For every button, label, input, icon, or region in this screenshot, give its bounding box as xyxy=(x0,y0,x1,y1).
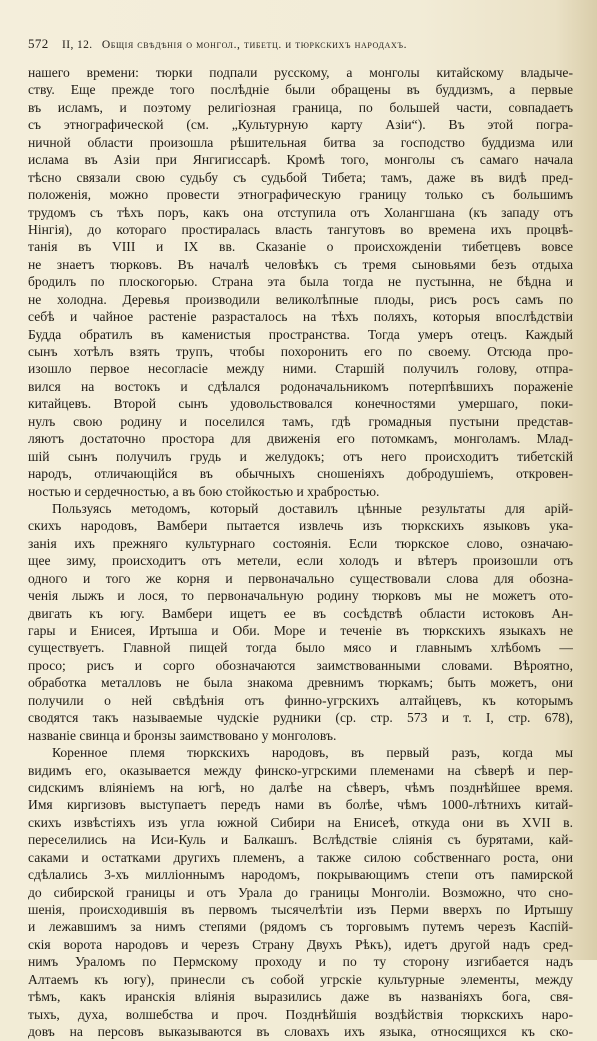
text-line: просо; рисъ и сорго обозначаются заимствованными словами. Вѣроятно, xyxy=(28,657,573,673)
text-line: скихъ народовъ, Вамбери пытается извлечь изъ тюркскихъ языковъ ука- xyxy=(28,518,573,534)
text-line: скія ворота народовъ и черезъ Страну Двухъ Рѣкъ), идетъ другой надъ сред- xyxy=(28,936,573,952)
text-line: тыхъ, духа, волшебства и проч. Позднѣйшія воздѣйствія тюркскихъ наро- xyxy=(28,1006,573,1022)
text-line: съ этнографической (см. „Культурную карту Азіи“). Въ этой погра- xyxy=(28,117,573,133)
text-line: шенія, происходившія въ первомъ тысячелѣтіи изъ Перми вверхъ по Иртышу xyxy=(28,902,573,917)
text-line: получили о ней свѣдѣнія отъ финно-угрскихъ алтайцевъ, къ которымъ xyxy=(28,692,573,708)
text-line: саками и остатками другихъ племенъ, а также силою собственнаго роста, они xyxy=(28,849,573,865)
text-line: вился на востокъ и сдѣлался родоначальникомъ потерпѣвшихъ пораженіе xyxy=(28,378,573,394)
text-line: ченія лыжъ и лося, то первоначальную родину тюрковъ мы не можетъ ото- xyxy=(28,588,573,604)
text-line: довъ на персовъ выказываются въ словахъ ихъ языка, относящихся къ ско- xyxy=(28,1024,573,1040)
text-line: обработка металловъ не была знакома древнимъ тюркамъ; быть можетъ, они xyxy=(28,675,573,691)
text-line: до сибирской границы и отъ Урала до границы Монголіи. Возможно, что сно- xyxy=(28,884,573,900)
text-line: одного и того же корня и первоначально существовали слова для обозна- xyxy=(28,570,573,586)
text-line: не знаетъ тюрковъ. Въ началѣ человѣкъ съ тремя сыновьями безъ отдыха xyxy=(28,256,573,272)
section-number: II, 12. xyxy=(61,39,93,51)
text-line: нимъ Ураломъ по Пермскому проходу и по ту сторону изгибается надъ xyxy=(28,954,573,970)
text-line: ляютъ достаточно простора для движенія его потомкамъ, монголамъ. Млад- xyxy=(28,431,573,447)
text-line: Нінгія), до котораго простиралась власть тангутовъ во времена ихъ процвѣ- xyxy=(28,221,573,237)
text-line: тѣмъ, какъ иранскія вліянія выразились даже въ названіяхъ бога, свя- xyxy=(28,989,573,1005)
text-line: тѣсно связали свою судьбу съ судьбой Тибета; тамъ, даже въ видѣ пред- xyxy=(28,169,573,185)
text-line: нулъ свою родину и поселился тамъ, гдѣ громадныя пустыни представ- xyxy=(28,413,573,429)
text-line: не холодна. Деревья производили великолѣпные плоды, рисъ росъ самъ по xyxy=(28,291,573,307)
text-line: шій сынъ получилъ грудь и желудокъ; отъ него происходитъ тибетскій xyxy=(28,448,573,464)
text-line: ислама въ Азіи при Янгигиссарѣ. Кромѣ того, монголы съ самаго начала xyxy=(28,152,573,168)
text-line: въ исламъ, и поэтому религіозная граница, по большей части, совпадаетъ xyxy=(28,99,573,115)
text-line: двигать къ югу. Вамбери ищетъ ее въ сосѣдствѣ области истоковъ Ан- xyxy=(28,605,573,621)
text-line: ству. Еще прежде того послѣдніе были обращены въ буддизмъ, а первые xyxy=(28,82,573,98)
text-line: китайцевъ. Второй сынъ удовольствовался конечностями умершаго, поки- xyxy=(28,396,573,412)
text-line: сидскимъ вліяніемъ на югѣ, но далѣе на сѣверъ, чѣмъ позднѣйшее время. xyxy=(28,779,573,795)
text-line: танія въ VIII и IX вв. Сказаніе о происхожденіи тибетцевъ вовсе xyxy=(28,239,573,255)
text-line: существуетъ. Главной пищей тогда было мясо и главнымъ хлѣбомъ — xyxy=(28,640,573,656)
text-line: Пользуясь методомъ, который доставилъ цѣнные результаты для арій- xyxy=(52,500,573,516)
text-line: изошло первое несогласіе между ними. Старшій получилъ голову, отпра- xyxy=(28,361,573,377)
text-line: ничной области произошла рѣшительная битва за господство буддизма или xyxy=(28,134,573,150)
text-line: ностью и сердечностью, а въ бою стойкостью и храбростью. xyxy=(28,483,380,499)
text-line: нашего времени: тюрки подпали русскому, а монголы китайскому владыче- xyxy=(28,65,573,80)
text-line: Имя киргизовъ выступаетъ передъ нами въ болѣе, чѣмъ 1000-лѣтнихъ китай- xyxy=(28,797,573,813)
text-line: сдѣлались 3-хъ милліоннымъ народомъ, покрывающимъ степи отъ памирской xyxy=(28,867,573,883)
running-header xyxy=(28,36,573,56)
text-line: себѣ и чайное растеніе разрасталось на тѣхъ поляхъ, которыя впослѣдствіи xyxy=(28,309,573,325)
text-line: Будда обратилъ въ каменистыя пространства. Тогда умеръ отецъ. Каждый xyxy=(28,326,573,342)
text-line: занія ихъ прежняго культурнаго состоянія. Если тюркское слово, означаю- xyxy=(28,535,573,551)
page-number: 572 xyxy=(28,36,49,51)
text-line: Алтаемъ къ югу), принесли съ собой угрскіе культурные элементы, между xyxy=(28,971,573,987)
text-line: щее зиму, происходитъ отъ метели, если холодъ и вѣтеръ произошли отъ xyxy=(28,553,573,569)
text-line: сводятся такъ называемые чудскіе рудники (ср. стр. 573 и т. I, стр. 678), xyxy=(28,710,573,726)
body-text xyxy=(28,64,573,1041)
text-line: видимъ его, оказывается между финско-угрскими племенами на сѣверѣ и пер- xyxy=(28,762,573,778)
text-line: трудомъ съ тѣхъ поръ, какъ она отступила отъ Холангшана (къ западу отъ xyxy=(28,204,573,220)
text-line: переселились на Иси-Куль и Балкашъ. Вслѣдствіе сліянія съ бурятами, кай- xyxy=(28,832,573,848)
text-line: положенія, можно провести этнографическую границу только съ большимъ xyxy=(28,187,573,203)
text-line: названіе свинца и бронзы заимствовано у монголовъ. xyxy=(28,727,337,743)
text-line: скихъ извѣстіяхъ изъ угла южной Сибири на Енисеѣ, откуда они въ XVII в. xyxy=(28,814,573,830)
text-line: сынъ хотѣлъ взять трупъ, чтобы похоронить его по своему. Отсюда про- xyxy=(28,344,573,359)
text-line: народъ, отличающійся въ обычныхъ сношеніяхъ добродушіемъ, откровен- xyxy=(28,466,573,482)
text-line: гары и Енисея, Иртыша и Оби. Море и теченіе въ тюркскихъ языкахъ не xyxy=(28,623,573,638)
text-line: Коренное племя тюркскихъ народовъ, въ первый разъ, когда мы xyxy=(52,745,573,761)
running-title: Общiя свѣдѣнiя о монгол., тибетц. и тюркскихъ народахъ. xyxy=(101,39,408,51)
text-line: и лежавшимъ за нимъ степями (рядомъ съ торговымъ путемъ черезъ Каспій- xyxy=(28,919,573,935)
text-line: бродилъ по плоскогорью. Страна эта была тогда не пустынна, не бѣдна и xyxy=(28,274,573,290)
